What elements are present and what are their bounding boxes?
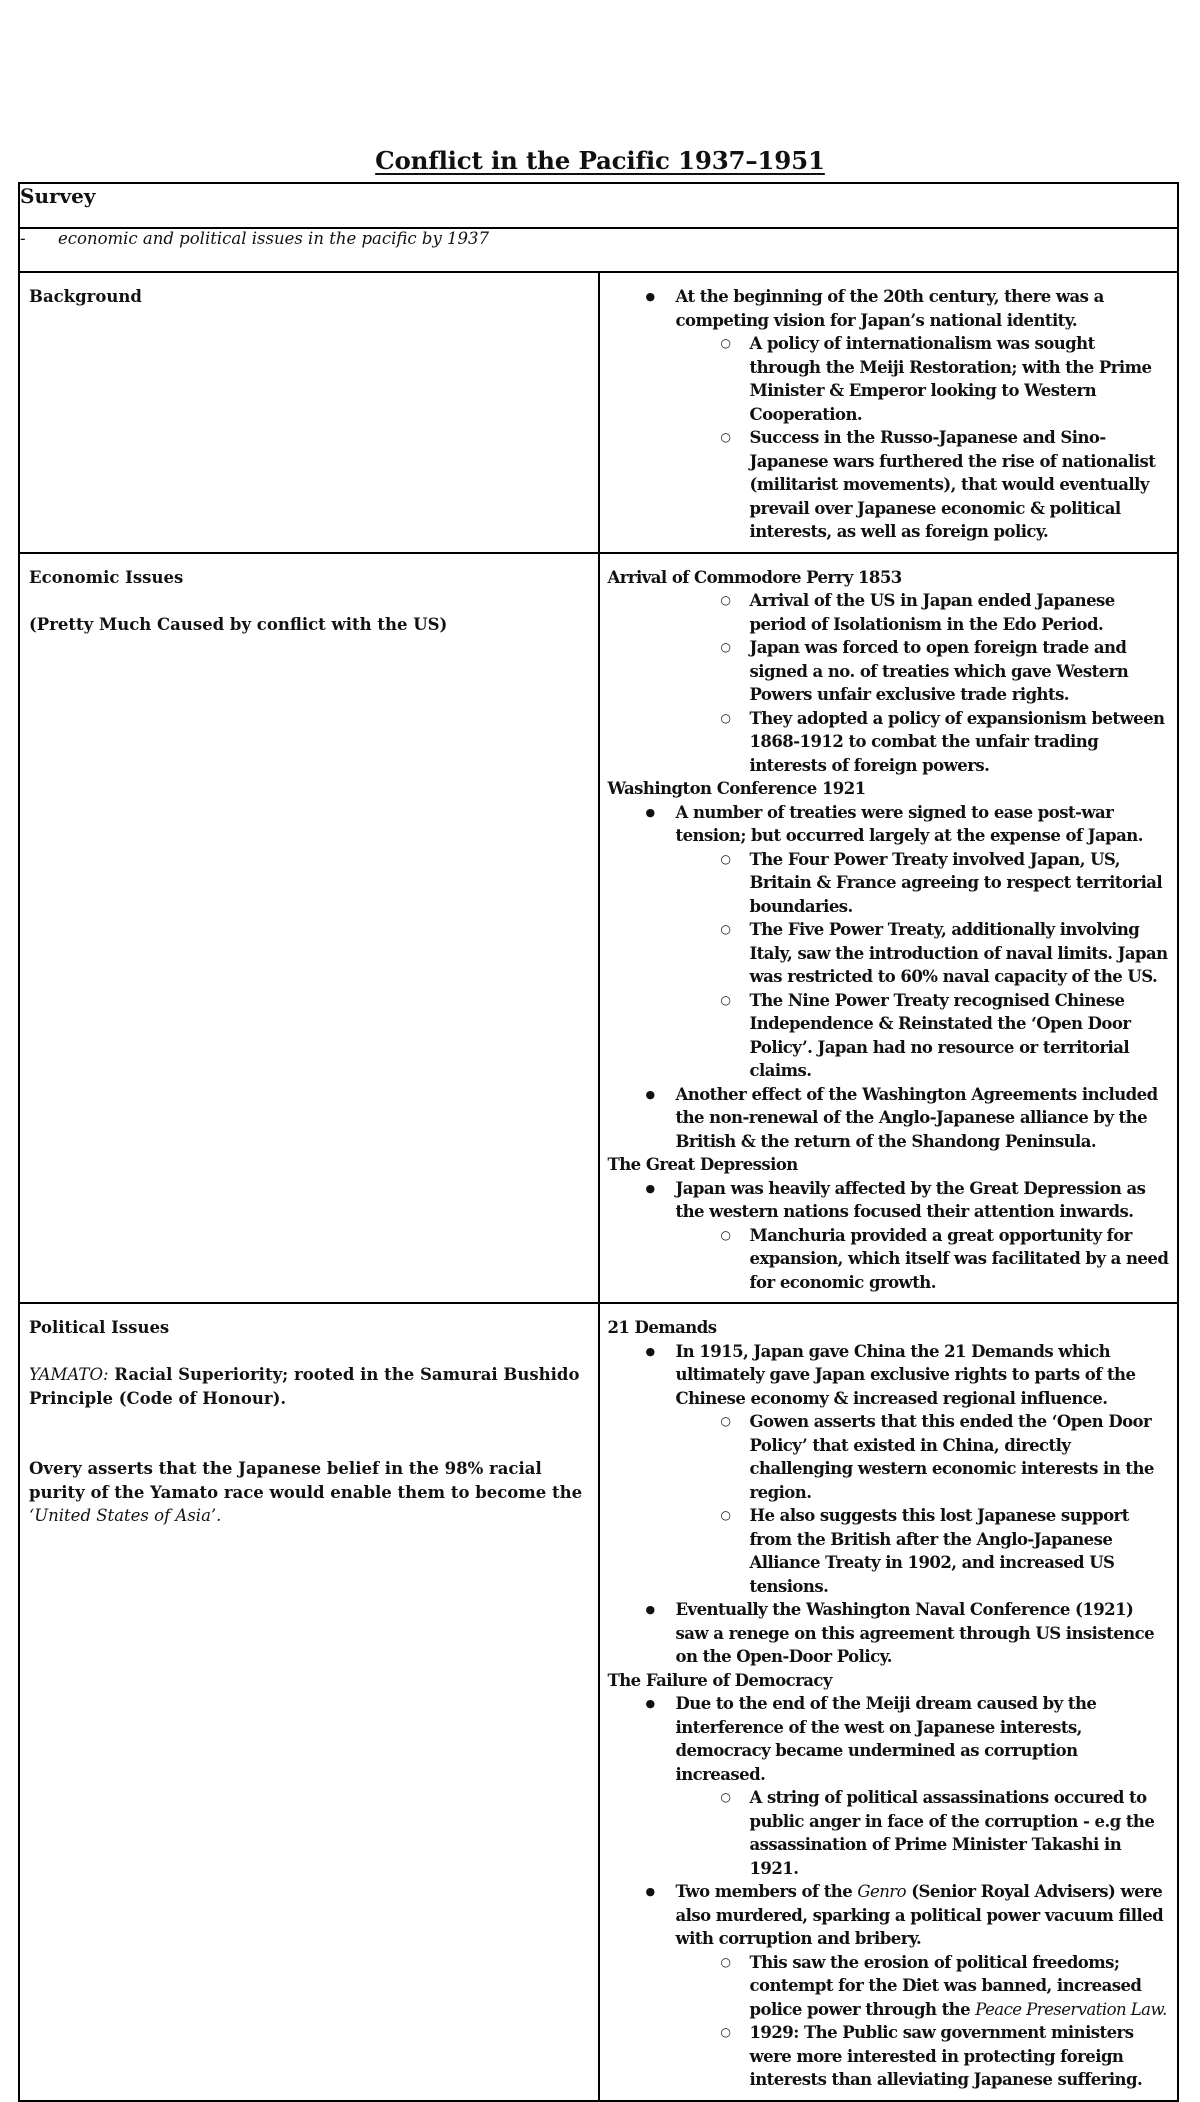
yamato-term: YAMATO: [29, 1365, 109, 1384]
list-item [608, 1951, 1170, 2022]
sub-bullet-text: ○ The Five Power Treaty, additionally involving Italy, saw the introduction of naval limits. Japan was restricted to 60% naval capacity of the US. [750, 920, 1168, 986]
list-item [608, 1083, 1170, 1154]
political-row [19, 1303, 1178, 2101]
political-label: Political Issues [29, 1318, 170, 1337]
list-item [608, 989, 1170, 1083]
list-item [608, 918, 1170, 989]
list-item [608, 426, 1170, 544]
list-item [608, 801, 1170, 1083]
bullet-text: ● Another effect of the Washington Agreements included the non-renewal of the Anglo-Japanese alliance by the British & the return of the Shandong Peninsula. [676, 1085, 1158, 1151]
bullet-text [676, 1882, 1164, 1948]
sub-bullets [608, 1410, 1170, 1598]
genro-post: (Senior Royal Advisers) were also murdered, sparking a political power vacuum filled with corruption and bribery. [675, 1882, 1164, 1948]
list-item [608, 636, 1170, 707]
list-item [608, 707, 1170, 778]
list-item [608, 1224, 1170, 1295]
dash-bullet: - [20, 229, 26, 248]
bullet-text: ● Eventually the Washington Naval Conference (1921) saw a renege on this agreement through US insistence on the Open-Door Policy. [676, 1600, 1155, 1666]
background-bullets [608, 285, 1170, 544]
sub-bullet-text: ○ Manchuria provided a great opportunity for expansion, which itself was facilitated by a need for economic growth. [750, 1226, 1169, 1292]
list-item [608, 589, 1170, 636]
bullet-text: ● Japan was heavily affected by the Great Depression as the western nations focused their attention inwards. [676, 1179, 1146, 1222]
list-item [608, 848, 1170, 919]
economic-content-cell [599, 553, 1179, 1304]
sub-bullet-text: ○ Success in the Russo-Japanese and Sino-Japanese wars furthered the rise of nationalist (militarist movements), that would eventually prevail over Japanese economic & political interests, as well as foreign policy. [750, 428, 1156, 541]
democracy-bullets [608, 1692, 1170, 2092]
law-name: Peace Preservation Law. [975, 1999, 1167, 2019]
washington-heading: Washington Conference 1921 [607, 779, 866, 798]
survey-subtitle-row [19, 228, 1178, 272]
list-item [608, 2021, 1170, 2092]
background-label: Background [29, 287, 142, 306]
overy-note [29, 1457, 589, 1528]
political-content-cell [599, 1303, 1179, 2101]
list-item [608, 1177, 1170, 1295]
sub-bullet-text: ○ Japan was forced to open foreign trade and signed a no. of treaties which gave Western Powers unfair exclusive trade rights. [750, 638, 1129, 704]
sub-bullet-text: ○ Arrival of the US in Japan ended Japanese period of Isolationism in the Edo Period. [750, 591, 1115, 634]
law-pre: This saw the erosion of political freedoms; contempt for the Diet was banned, increased police power through the [749, 1952, 1142, 2019]
survey-subtitle: economic and political issues in the pacific by 1937 [58, 229, 489, 248]
demands-bullets [608, 1340, 1170, 1669]
sub-bullets [608, 332, 1170, 544]
washington-bullets [608, 801, 1170, 1154]
survey-row [19, 183, 1178, 228]
sub-bullets [608, 1786, 1170, 1880]
bullet-text: ● In 1915, Japan gave China the 21 Demands which ultimately gave Japan exclusive rights to parts of the Chinese economy & increased regional influence. [676, 1342, 1136, 1408]
list-item [608, 1880, 1170, 2092]
sub-bullet-text: ○ They adopted a policy of expansionism between 1868-1912 to combat the unfair trading interests of foreign powers. [750, 709, 1165, 775]
list-item [608, 1410, 1170, 1504]
sub-bullets [608, 848, 1170, 1083]
notes-table [18, 182, 1179, 2102]
list-item [608, 1692, 1170, 1880]
sub-bullet-text: ○ He also suggests this lost Japanese support from the British after the Anglo-Japanese Alliance Treaty in 1902, and increased US tensions. [750, 1506, 1129, 1596]
sub-bullet-text: ○ A policy of internationalism was sought through the Meiji Restoration; with the Prime Minister & Emperor looking to Western Cooperation. [750, 334, 1152, 424]
political-label-cell [19, 1303, 599, 2101]
list-item [608, 1598, 1170, 1669]
list-item [608, 285, 1170, 544]
sub-bullet-text: ○ 1929: The Public saw government ministers were more interested in protecting foreign interests than alleviating Japanese suffering. [750, 2023, 1143, 2089]
list-item [608, 1786, 1170, 1880]
sub-bullet-text [750, 1953, 1167, 2019]
bullet-text: ● Due to the end of the Meiji dream caused by the interference of the west on Japanese interests, democracy became undermined as corruption increased. [676, 1694, 1097, 1784]
background-row [19, 272, 1178, 553]
sub-bullets [608, 1224, 1170, 1295]
democracy-heading: The Failure of Democracy [607, 1670, 832, 1690]
perry-sub-bullets [608, 589, 1170, 777]
yamato-text: Racial Superiority; rooted in the Samurai Bushido Principle (Code of Honour). [29, 1365, 580, 1408]
economic-note: (Pretty Much Caused by conflict with the US) [29, 614, 448, 634]
list-item [608, 1340, 1170, 1599]
background-label-cell [19, 272, 599, 553]
bullet-text: ● At the beginning of the 20th century, there was a competing vision for Japan’s national identity. [676, 287, 1104, 330]
overy-quote: ‘United States of Asia’. [29, 1506, 222, 1525]
list-item [608, 332, 1170, 426]
genro-pre: Two members of the [675, 1882, 858, 1901]
yamato-note [29, 1363, 589, 1410]
demands-heading: 21 Demands [607, 1318, 717, 1337]
survey-subtitle-cell [19, 228, 1178, 272]
depression-bullets [608, 1177, 1170, 1295]
list-item [608, 1504, 1170, 1598]
economic-label: Economic Issues [29, 567, 184, 587]
bullet-text: ● A number of treaties were signed to ease post-war tension; but occurred largely at the expense of Japan. [676, 803, 1143, 846]
economic-row [19, 553, 1178, 1304]
overy-text: Overy asserts that the Japanese belief in the 98% racial purity of the Yamato race would enable them to become the [29, 1459, 583, 1502]
sub-bullets [608, 1951, 1170, 2092]
genro-term: Genro [857, 1882, 907, 1901]
page-title: Conflict in the Pacific 1937–1951 [375, 146, 825, 175]
sub-bullet-text: ○ A string of political assassinations occured to public anger in face of the corruption - e.g the assassination of Prime Minister Takashi in 1921. [750, 1788, 1155, 1878]
depression-heading: The Great Depression [607, 1155, 798, 1174]
sub-bullet-text: ○ The Nine Power Treaty recognised Chinese Independence & Reinstated the ‘Open Door Policy’. Japan had no resource or territorial claims. [750, 991, 1131, 1081]
background-content-cell [599, 272, 1179, 553]
economic-label-cell [19, 553, 599, 1304]
sub-bullet-text: ○ The Four Power Treaty involved Japan, US, Britain & France agreeing to respect territorial boundaries. [750, 850, 1163, 916]
sub-bullet-text: ○ Gowen asserts that this ended the ‘Open Door Policy’ that existed in China, directly challenging western economic interests in the region. [750, 1412, 1154, 1502]
survey-heading: Survey [19, 183, 1178, 228]
perry-heading: Arrival of Commodore Perry 1853 [607, 567, 902, 587]
